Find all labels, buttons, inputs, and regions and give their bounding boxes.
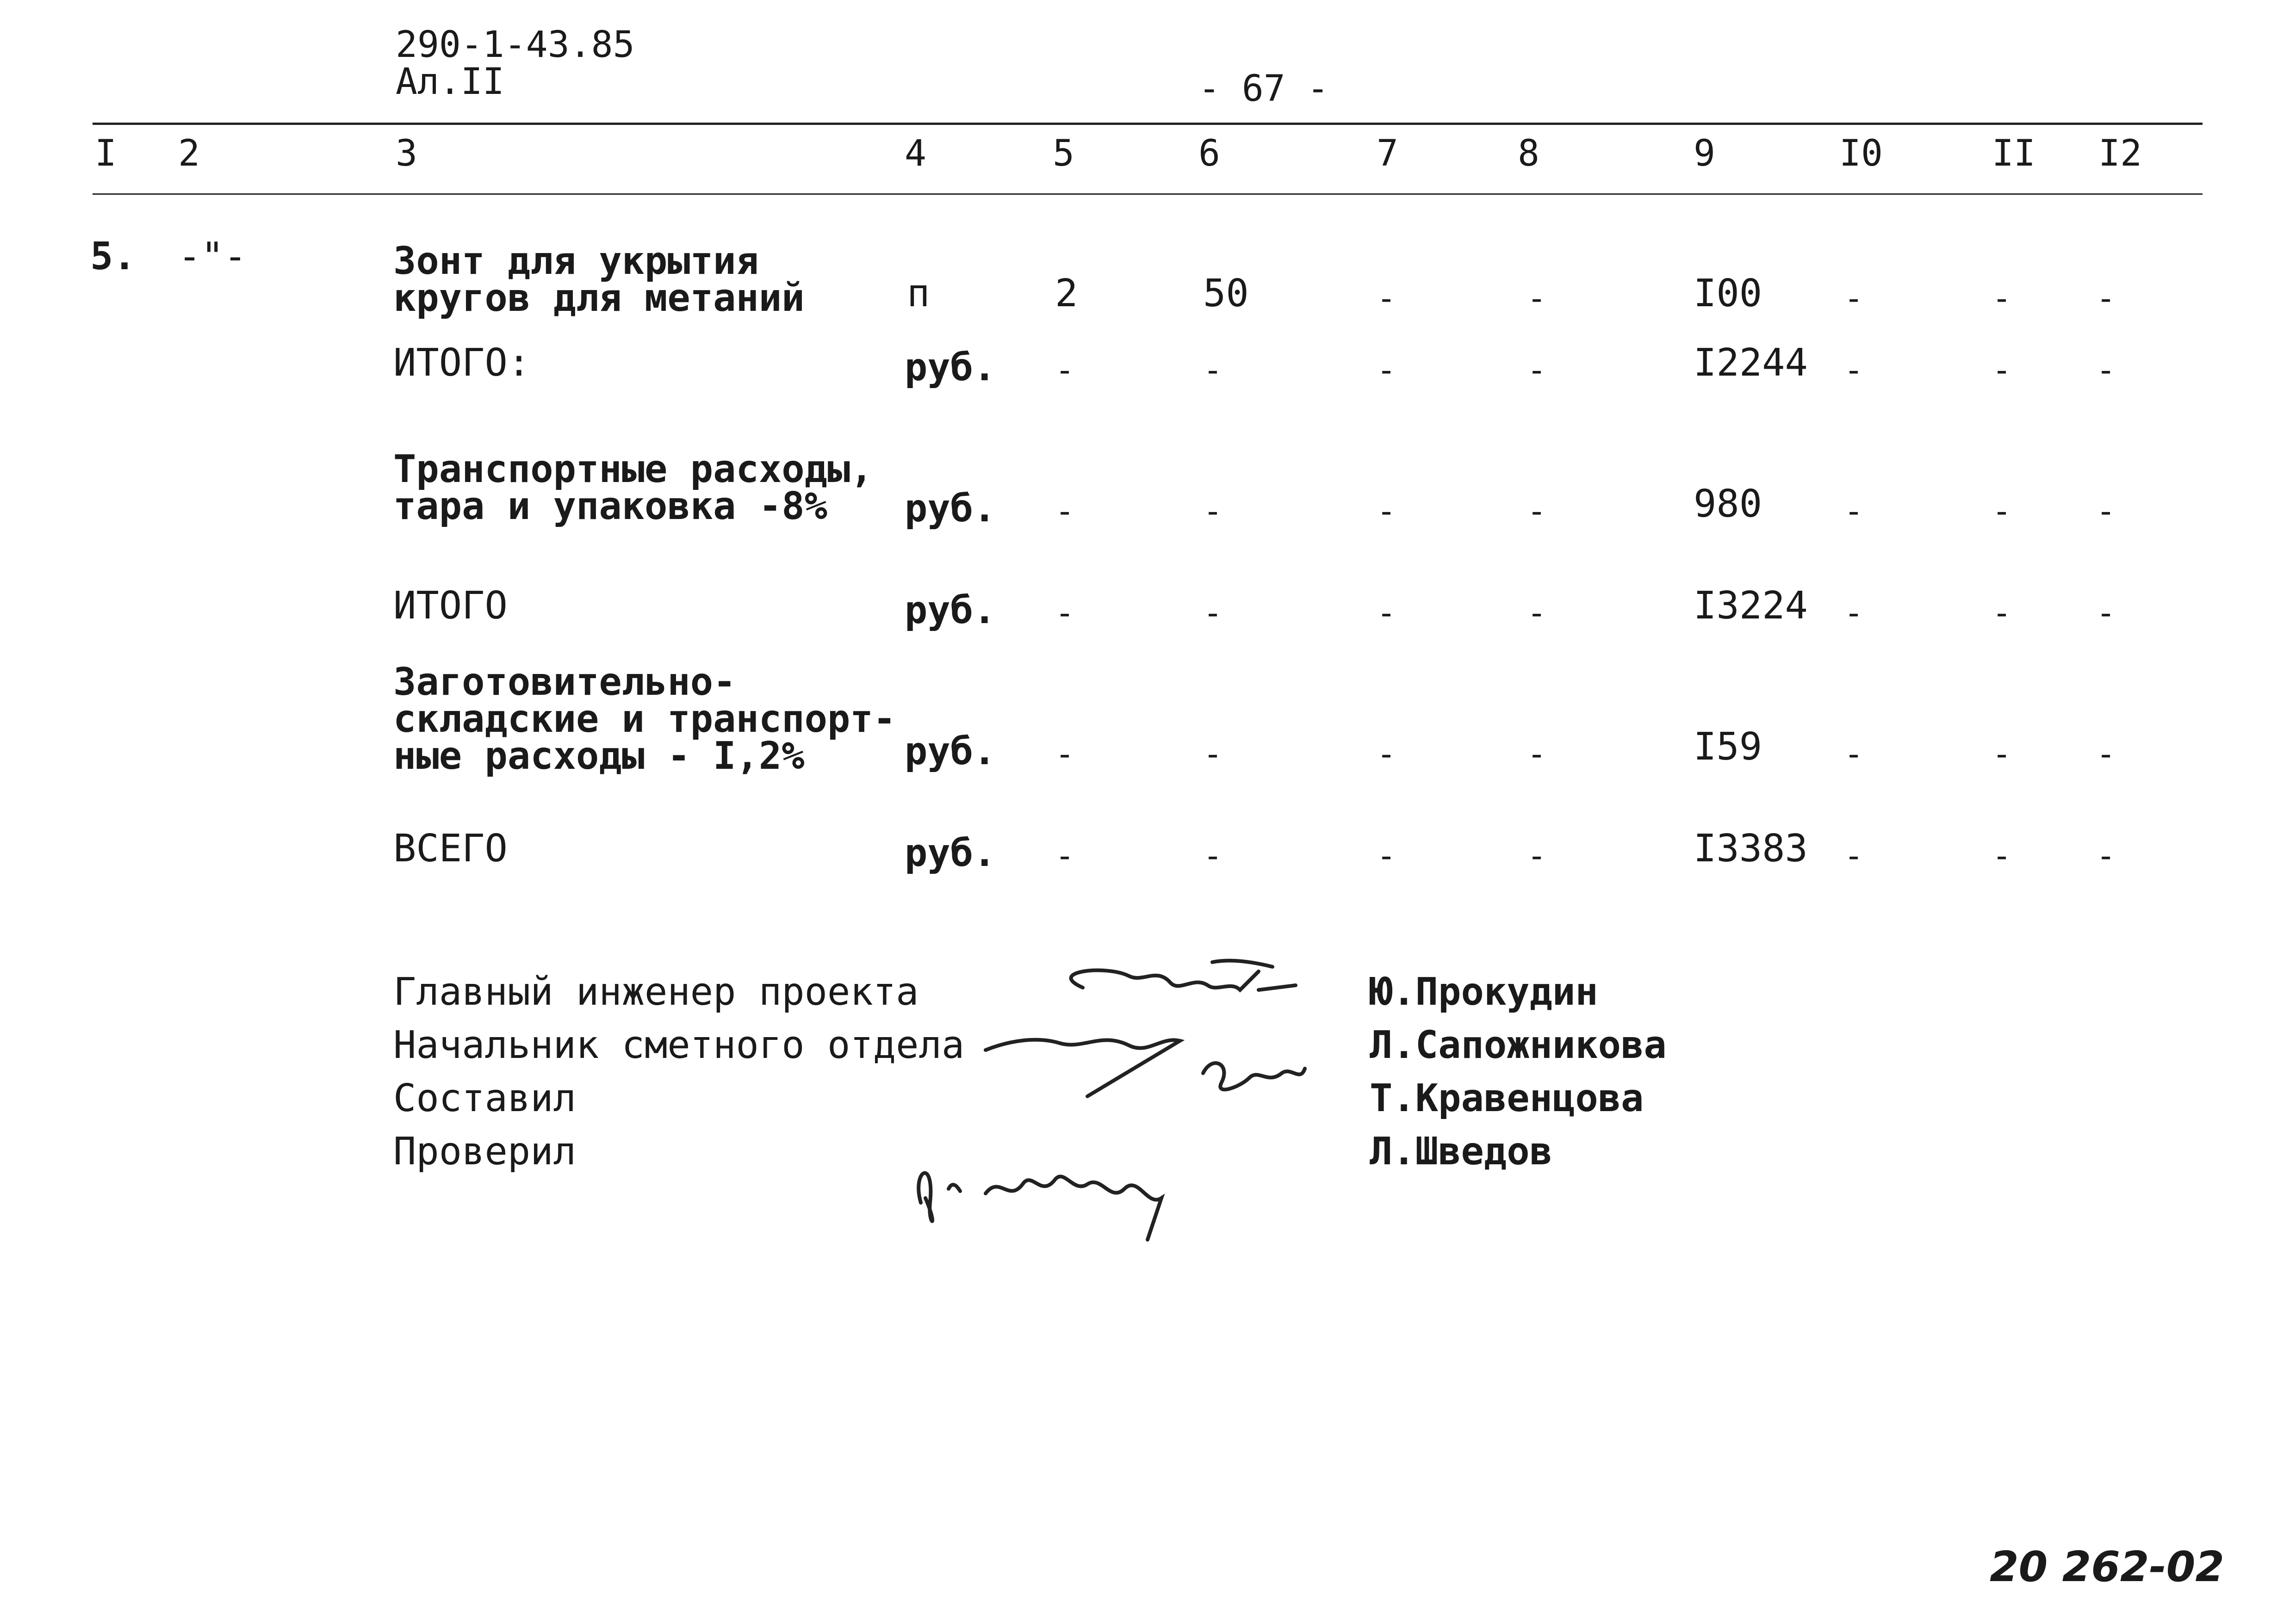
column-number: 4 xyxy=(905,133,926,174)
cell-col6: - xyxy=(1203,594,1223,632)
cell-col10: - xyxy=(1844,735,1864,773)
cell-col10: - xyxy=(1844,594,1864,632)
item-name: Транспортные расходы, тара и упаковка -8% xyxy=(393,447,873,528)
cell-col7: - xyxy=(1377,351,1396,389)
cell-col9: 980 xyxy=(1694,482,1762,526)
header-bottom-rule xyxy=(93,193,2203,195)
column-number: I xyxy=(95,133,117,174)
cell-col12: - xyxy=(2096,492,2116,530)
cell-col7: - xyxy=(1377,837,1396,875)
column-number: II xyxy=(1992,133,2035,174)
cell-col7: - xyxy=(1377,594,1396,632)
cell-col12: - xyxy=(2096,351,2116,389)
cell-col12: - xyxy=(2096,735,2116,773)
cell-col11: - xyxy=(1992,492,2012,530)
cell-col9: I59 xyxy=(1694,725,1762,769)
handwritten-signature xyxy=(981,1004,1333,1143)
column-number: 2 xyxy=(178,133,200,174)
cell-col8: - xyxy=(1527,735,1547,773)
cell-col5: - xyxy=(1055,594,1075,632)
cell-col12: - xyxy=(2096,594,2116,632)
cell-col5: - xyxy=(1055,492,1075,530)
cell-col10: - xyxy=(1844,837,1864,875)
signature-name: Л.Сапожникова xyxy=(1370,1023,1667,1067)
row-ref: -"- xyxy=(178,235,247,278)
signature-role: Главный инженер проекта xyxy=(393,970,919,1014)
signature-name: Т.Кравенцова xyxy=(1370,1076,1644,1120)
cell-col8: - xyxy=(1527,351,1547,389)
column-number: 5 xyxy=(1053,133,1074,174)
cell-col8: - xyxy=(1527,279,1547,317)
item-name: Зонт для укрытия кругов для метаний xyxy=(393,239,805,320)
cell-col9: I00 xyxy=(1694,272,1762,315)
unit: руб. xyxy=(905,729,996,773)
header-top-rule xyxy=(93,123,2203,125)
cell-col10: - xyxy=(1844,351,1864,389)
cell-col8: - xyxy=(1527,594,1547,632)
item-name: ВСЕГО xyxy=(393,827,508,871)
cell-col11: - xyxy=(1992,735,2012,773)
column-number: I0 xyxy=(1839,133,1883,174)
cell-col6: - xyxy=(1203,351,1223,389)
column-number: 8 xyxy=(1518,133,1539,174)
cell-col5: - xyxy=(1055,735,1075,773)
signature-role: Проверил xyxy=(393,1130,576,1174)
cell-col7: - xyxy=(1377,735,1396,773)
cell-col9: I2244 xyxy=(1694,341,1808,385)
signature-name: Ю.Прокудин xyxy=(1370,970,1598,1014)
cell-col11: - xyxy=(1992,594,2012,632)
cell-col6: - xyxy=(1203,837,1223,875)
column-number: 3 xyxy=(396,133,417,174)
cell-col7: - xyxy=(1377,492,1396,530)
footer-code: 20 262-02 xyxy=(1990,1543,2225,1591)
cell-col10: - xyxy=(1844,492,1864,530)
handwritten-signature xyxy=(879,1124,1203,1272)
cell-col10: - xyxy=(1844,279,1864,317)
column-number: 9 xyxy=(1694,133,1715,174)
cell-col12: - xyxy=(2096,837,2116,875)
signature-name: Л.Шведов xyxy=(1370,1130,1552,1174)
item-name: ИТОГО xyxy=(393,584,508,628)
signature-role: Составил xyxy=(393,1076,576,1120)
cell-col8: - xyxy=(1527,492,1547,530)
page-number: - 67 - xyxy=(1198,68,1329,110)
unit: руб. xyxy=(905,831,996,875)
unit: п xyxy=(907,272,930,315)
column-number: I2 xyxy=(2098,133,2142,174)
item-name: Заготовительно- складские и транспорт- ные расходы - I,2% xyxy=(393,660,896,778)
document-code: 290-1-43.85 xyxy=(396,24,635,66)
cell-col6: - xyxy=(1203,735,1223,773)
unit: руб. xyxy=(905,346,996,389)
column-number: 6 xyxy=(1198,133,1220,174)
unit: руб. xyxy=(905,588,996,632)
cell-col6: 50 xyxy=(1203,272,1249,315)
cell-col8: - xyxy=(1527,837,1547,875)
cell-col11: - xyxy=(1992,837,2012,875)
cell-col11: - xyxy=(1992,279,2012,317)
row-number: 5. xyxy=(90,235,136,278)
unit: руб. xyxy=(905,487,996,531)
cell-col12: - xyxy=(2096,279,2116,317)
album-number: Ал.II xyxy=(396,61,504,103)
cell-col11: - xyxy=(1992,351,2012,389)
cell-col9: I3383 xyxy=(1694,827,1808,871)
cell-col5: - xyxy=(1055,837,1075,875)
cell-col5: 2 xyxy=(1055,272,1078,315)
item-name: ИТОГО: xyxy=(393,341,531,385)
cell-col5: - xyxy=(1055,351,1075,389)
cell-col6: - xyxy=(1203,492,1223,530)
cell-col9: I3224 xyxy=(1694,584,1808,628)
signature-role: Начальник сметного отдела xyxy=(393,1023,965,1067)
cell-col7: - xyxy=(1377,279,1396,317)
column-number: 7 xyxy=(1377,133,1398,174)
